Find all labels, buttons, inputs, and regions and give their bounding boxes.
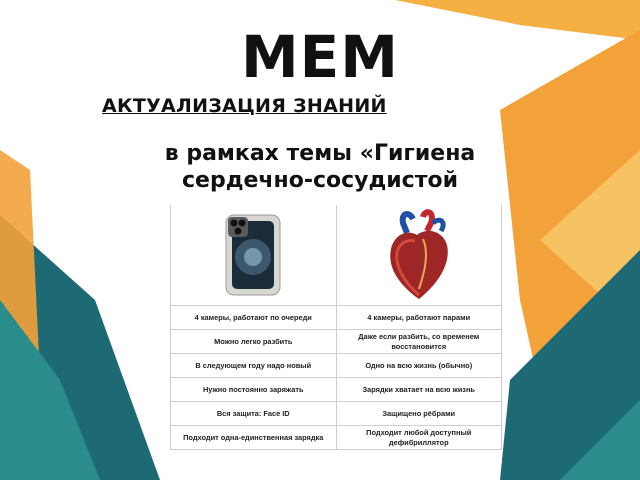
smartphone-cell	[171, 205, 337, 306]
topic-line-2: сердечно-сосудистой	[182, 168, 458, 193]
meme-table	[170, 205, 502, 463]
heart-fact: Защищено рёбрами	[336, 402, 502, 426]
slide-title: МЕМ	[240, 23, 400, 91]
smartphone-icon	[218, 211, 288, 299]
table-row	[171, 354, 502, 378]
image-row	[171, 205, 502, 306]
table-row	[171, 306, 502, 330]
phone-fact: Вся защита: Face ID	[171, 402, 337, 426]
heart-fact: Подходит любой доступный дефибриллятор	[336, 426, 502, 450]
heart-icon	[379, 209, 459, 301]
phone-fact: Нужно постоянно заряжать	[171, 378, 337, 402]
phone-fact: 4 камеры, работают по очереди	[171, 306, 337, 330]
phone-fact: Можно легко разбить	[171, 330, 337, 354]
table-row	[171, 378, 502, 402]
heart-fact: 4 камеры, работают парами	[336, 306, 502, 330]
table-row	[171, 402, 502, 426]
heart-fact: Даже если разбить, со временем восстановится	[336, 330, 502, 354]
topic-line-1: в рамках темы «Гигиена	[164, 141, 476, 166]
heart-fact: Одно на всю жизнь (обычно)	[336, 354, 502, 378]
heart-cell	[336, 205, 502, 306]
table-row	[171, 330, 502, 354]
slide-subtitle: АКТУАЛИЗАЦИЯ ЗНАНИЙ	[102, 95, 387, 117]
phone-fact: Подходит одна-единственная зарядка	[171, 426, 337, 450]
heart-fact: Зарядки хватает на всю жизнь	[336, 378, 502, 402]
phone-fact: В следующем году надо новый	[171, 354, 337, 378]
table-row	[171, 426, 502, 450]
topic-text	[100, 140, 540, 194]
